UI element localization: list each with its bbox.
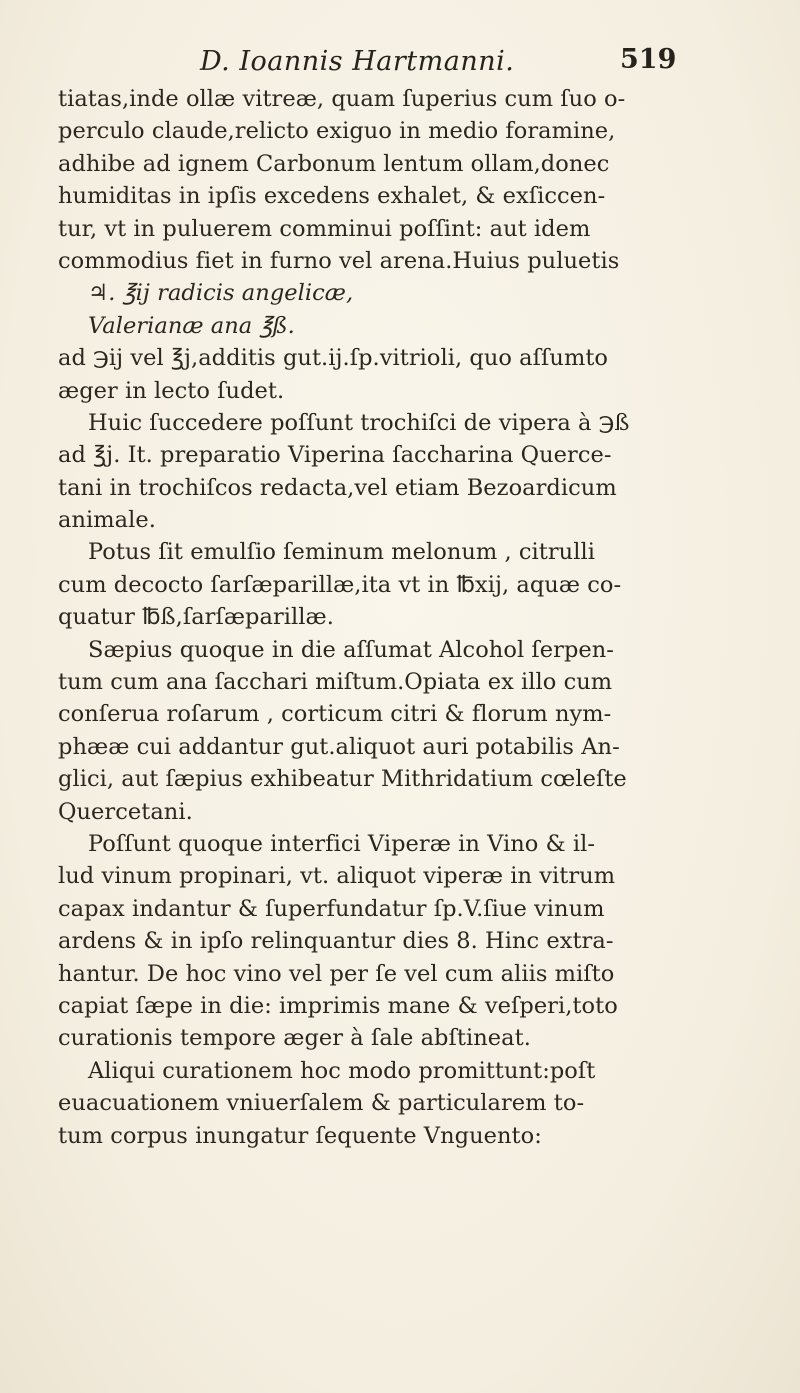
text-line: Sæpius quoque in die aſſumat Alcohol ſerpen- [88,636,614,663]
text-line: curationis tempore æger à ſale abſtineat. [58,1025,531,1052]
text-line: conſerua roſarum , corticum citri & florum nym- [58,701,612,728]
text-line: quatur ℔ß,ſarſæparillæ. [58,604,334,631]
text-line: ardens & in ipſo relinquantur dies 8. Hinc extra- [58,928,614,955]
text-line: humiditas in ipſis excedens exhalet, & exſiccen- [58,183,606,210]
text-line: ♃. ℥ij radicis angelicæ, [88,280,354,307]
running-title: D. Ioannis Hartmanni. [200,46,515,77]
text-line: Quercetani. [58,798,193,825]
text-line: Poſſunt quoque interfici Viperæ in Vino & il- [88,830,596,857]
text-line: capax indantur & ſuperfundatur ſp.V.ſiue vinum [58,895,605,922]
text-line: Potus ſit emulſio ſeminum melonum , citrulli [88,539,595,566]
text-line: euacuationem vniuerſalem & particularem to- [58,1090,585,1117]
text-line: Valerianæ ana ℥ß. [88,312,295,339]
text-line: cum decocto ſarſæparillæ,ita vt in ℔xij, aquæ co- [58,571,622,598]
text-line: capiat ſæpe in die: imprimis mane & veſperi,toto [58,992,618,1019]
text-line: ad ℥j. It. preparatio Viperina ſaccharina Querce- [58,442,612,469]
text-line: tiatas,inde ollæ vitreæ, quam ſuperius cum ſuo o- [58,86,626,112]
text-line: tur, vt in puluerem comminui poſſint: aut idem [58,215,591,242]
text-line: ad ℈ij vel ℥j,additis gut.ij.ſp.vitrioli, quo aſſumto [58,345,609,372]
text-line: glici, aut ſæpius exhibeatur Mithridatium cœleſte [58,766,627,793]
text-line: Aliqui curationem hoc modo promittunt:poſt [88,1057,596,1084]
text-line: adhibe ad ignem Carbonum lentum ollam,donec [58,150,610,177]
text-line: animale. [58,507,156,534]
text-line: phææ cui addantur gut.aliquot auri potabilis An- [58,733,620,760]
text-line: lud vinum propinari, vt. aliquot viperæ in vitrum [58,863,616,890]
text-line: tum corpus inungatur ſequente Vnguento: [58,1122,542,1149]
text-line: tum cum ana ſacchari miſtum.Opiata ex illo cum [58,669,613,696]
text-line: hantur. De hoc vino vel per ſe vel cum aliis miſto [58,960,615,987]
body-text [58,83,698,1152]
text-line: tani in trochiſcos redacta,vel etiam Bezoardicum [58,474,617,501]
text-line: æger in lecto ſudet. [58,377,285,404]
text-line: perculo claude,relicto exiguo in medio foramine, [58,118,616,145]
text-line: Huic ſuccedere poſſunt trochiſci de vipera à ℈ß [88,409,630,436]
text-line: commodius fiet in furno vel arena.Huius puluetis [58,247,620,274]
page-number: 519 [620,44,677,75]
